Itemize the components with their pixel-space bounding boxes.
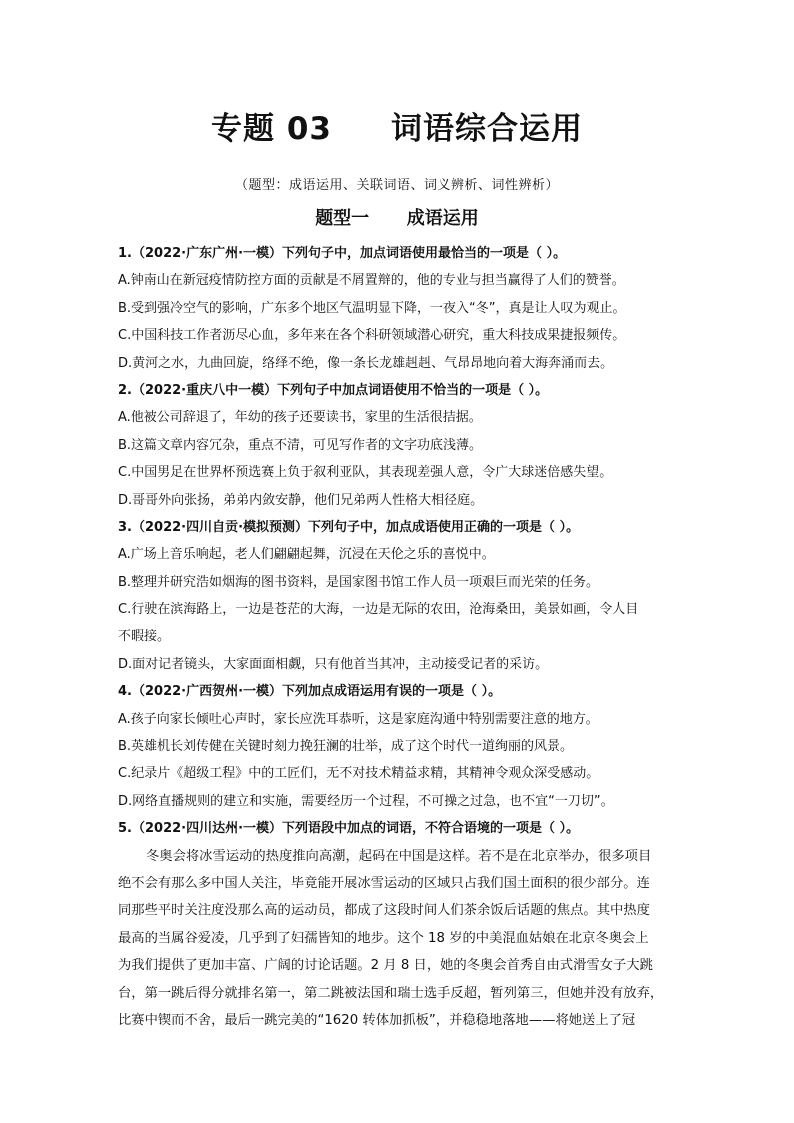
question-5-passage-line: 比赛中锲而不舍，最后一跳完美的“1620 转体加抓板”，并稳稳地落地——将她送上了冠 — [118, 1013, 636, 1029]
question-2-option-c: C.中国男足在世界杯预选赛上负于叙利亚队，其表现差强人意，令广大球迷倍感失望。 — [118, 465, 613, 481]
question-4-option-d: D.网络直播规则的建立和实施，需要经历一个过程，不可操之过急，也不宜“一刀切”。 — [118, 793, 614, 809]
question-5-passage-line: 冬奥会将冰雪运动的热度推向高潮，起码在中国是这样。若不是在北京举办，很多项目 — [146, 848, 652, 864]
question-4-option-b: B.英雄机长刘传健在关键时刻力挽狂澜的壮举，成了这个时代一道绚丽的风景。 — [118, 739, 574, 755]
question-5-passage-line: 最高的当属谷爱凌，几乎到了妇孺皆知的地步。这个 18 岁的中美混血姑娘在北京冬奥会上 — [118, 930, 649, 946]
question-2-option-a: A.他被公司辞退了，年幼的孩子还要读书，家里的生活很拮据。 — [118, 410, 482, 426]
question-3-stem: 3.（2022·四川自贡·模拟预测）下列句子中，加点成语使用正确的一项是（ ）。 — [118, 519, 580, 535]
question-3-option-c-continued: 不暇接。 — [118, 629, 171, 645]
question-5-passage-line: 绝不会有那么多中国人关注，毕竟能开展冰雪运动的区域只占我们国土面积的很少部分。连 — [118, 876, 650, 891]
question-5-passage-line: 台，第一跳后得分就排名第一，第二跳被法国和瑞士选手反超，暂列第三，但她并没有放弃， — [118, 985, 664, 1001]
question-1-option-d: D.黄河之水，九曲回旋，络绎不绝，像一条长龙雄赳赳、气昂昂地向着大海奔涌而去。 — [118, 355, 614, 371]
question-3-option-c: C.行驶在滨海路上，一边是苍茫的大海，一边是无际的农田，沧海桑田，美景如画，令人目 — [118, 602, 639, 618]
question-5-passage-line: 为我们提供了更加丰富、广阔的讨论话题。2 月 8 日，她的冬奥会首秀自由式滑雪女子大跳 — [118, 958, 653, 974]
question-5-passage-line: 同那些平时关注度没那么高的运动员，都成了这段时间人们茶余饭后话题的焦点。其中热度 — [118, 903, 650, 919]
section-heading: 题型一 成语运用 — [315, 208, 479, 229]
question-3-option-d: D.面对记者镜头，大家面面相觑，只有他首当其冲，主动接受记者的采访。 — [118, 656, 549, 672]
question-4-option-c: C.纪录片《超级工程》中的工匠们，无不对技术精益求精，其精神令观众深受感动。 — [118, 766, 600, 782]
question-2-option-b: B.这篇文章内容冗杂，重点不清，可见写作者的文字功底浅薄。 — [118, 437, 483, 453]
question-2-stem: 2.（2022·重庆八中一模）下列句子中加点词语使用不恰当的一项是（ ）。 — [118, 382, 549, 398]
page-title: 专题 03 词语综合运用 — [211, 111, 583, 147]
question-3-option-a: A.广场上音乐响起，老人们翩翩起舞，沉浸在天伦之乐的喜悦中。 — [118, 547, 495, 563]
question-4-option-a: A.孩子向家长倾吐心声时，家长应洗耳恭听，这是家庭沟通中特别需要注意的地方。 — [118, 711, 599, 727]
question-1-option-a: A.钟南山在新冠疫情防控方面的贡献是不屑置辩的，他的专业与担当赢得了人们的赞誉。 — [118, 273, 625, 289]
questions-body — [118, 240, 678, 1034]
question-4-stem: 4.（2022·广西贺州·一模）下列加点成语运用有误的一项是（ ）。 — [118, 684, 502, 700]
question-1-option-c: C.中国科技工作者沥尽心血，多年来在各个科研领域潜心研究，重大科技成果捷报频传。 — [118, 328, 626, 344]
question-3-option-b: B.整理并研究浩如烟海的图书资料，是国家图书馆工作人员一项艰巨而光荣的任务。 — [118, 574, 600, 590]
question-1-option-b: B.受到强冷空气的影响，广东多个地区气温明显下降，一夜入“冬”，真是让人叹为观止。 — [118, 300, 626, 316]
question-1-stem: 1.（2022·广东广州·一模）下列句子中，加点词语使用最恰当的一项是（ ）。 — [118, 246, 567, 261]
question-2-option-d: D.哥哥外向张扬，弟弟内敛安静，他们兄弟两人性格大相径庭。 — [118, 492, 484, 508]
question-5-stem: 5.（2022·四川达州·一模）下列语段中加点的词语，不符合语境的一项是（ ）。 — [118, 821, 580, 837]
question-types-subtitle: （题型：成语运用、关联词语、词义辨析、词性辨析） — [234, 178, 559, 193]
